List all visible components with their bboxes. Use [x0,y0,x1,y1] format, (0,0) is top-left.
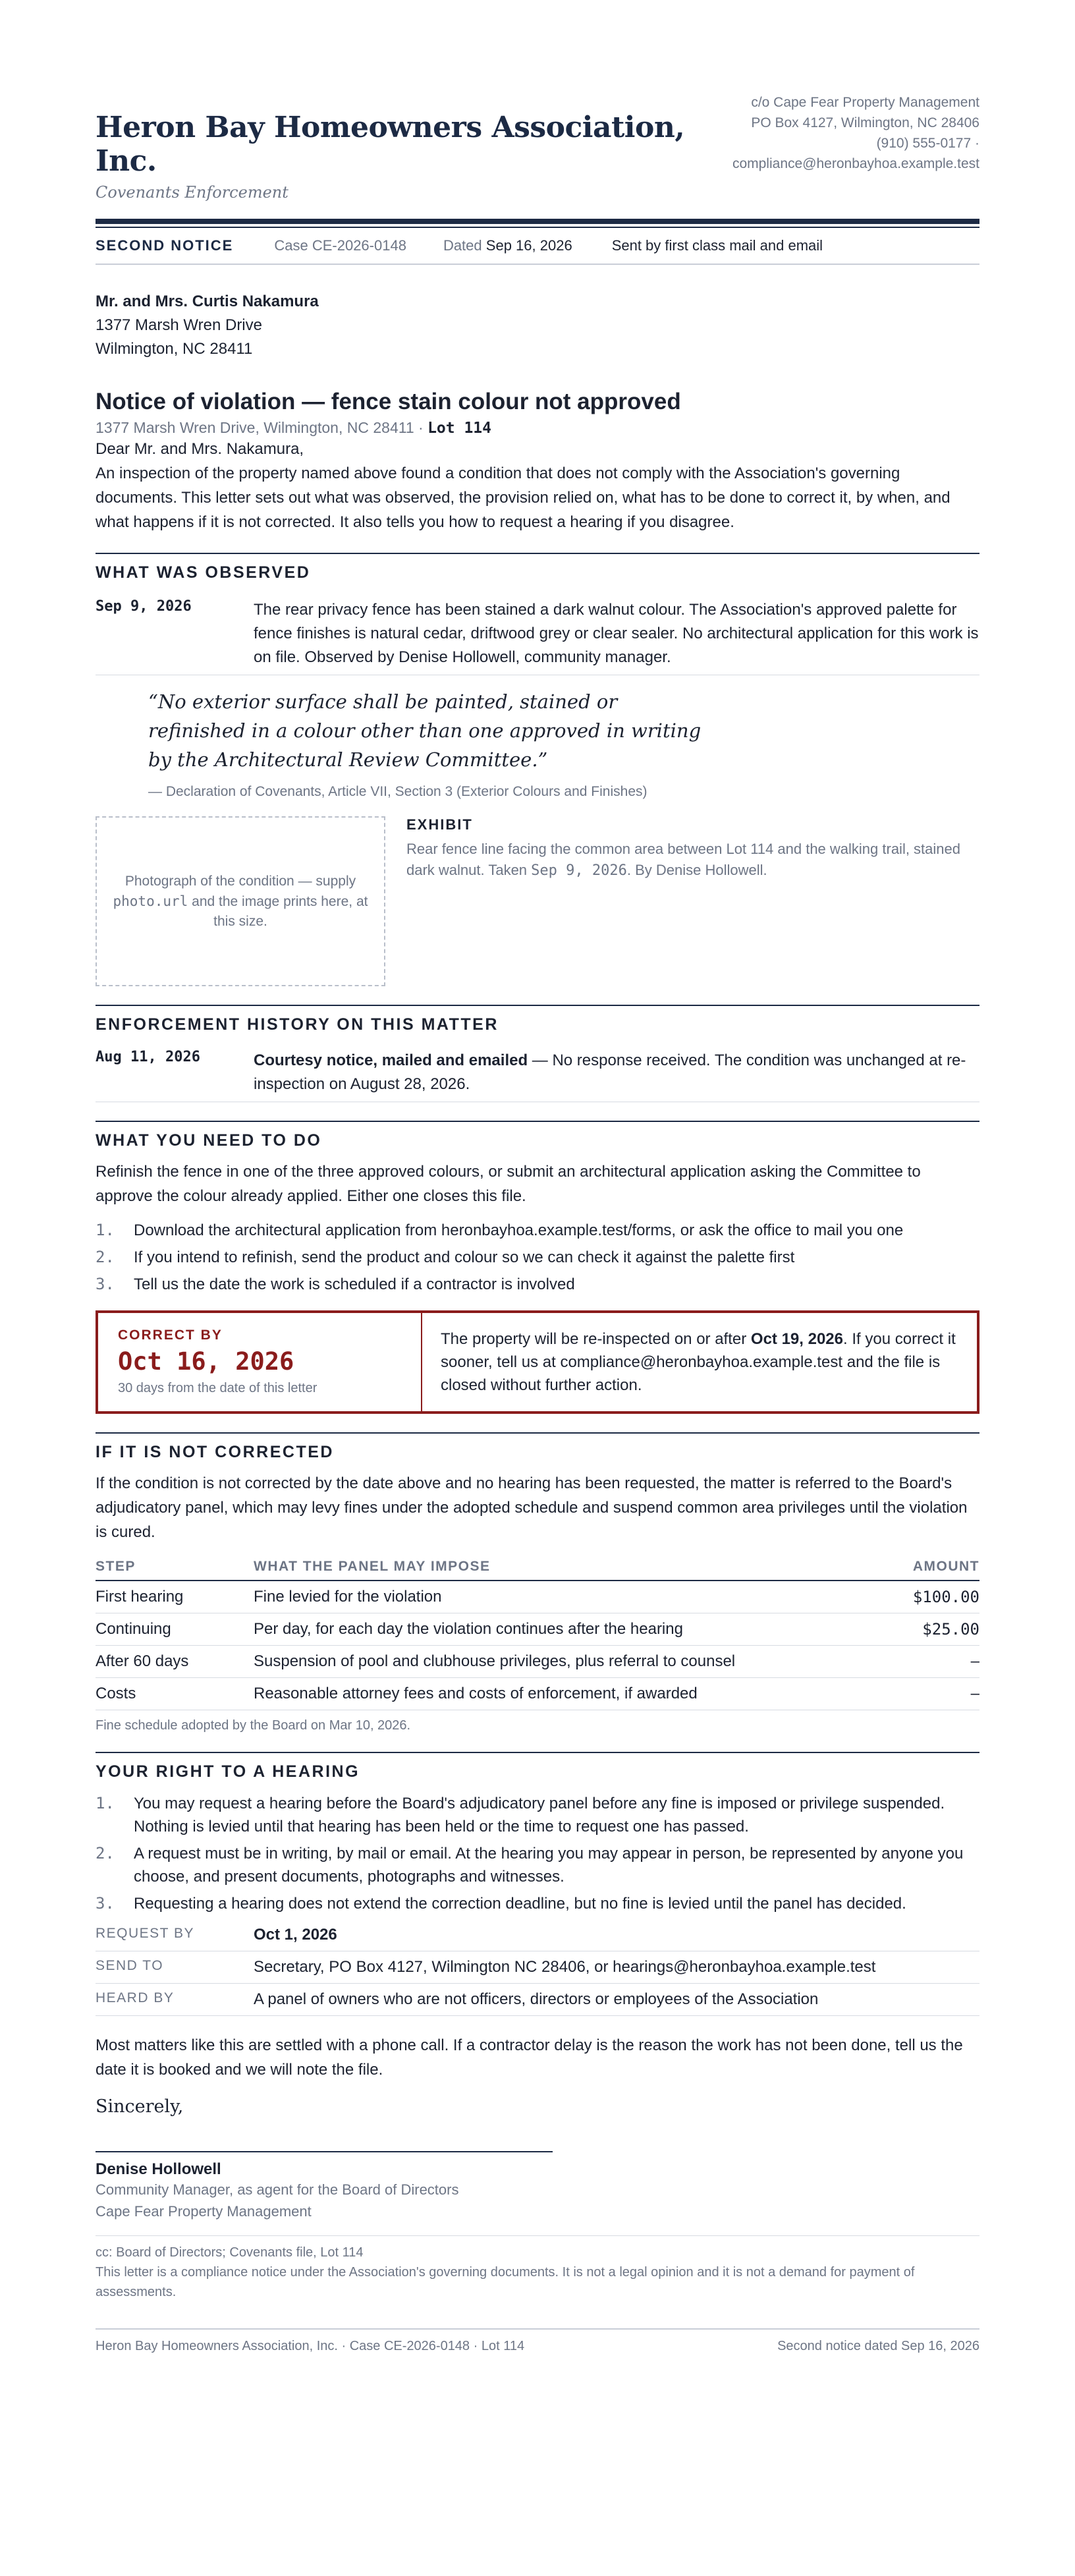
fine-schedule-note: Fine schedule adopted by the Board on Mar 10, 2026. [96,1718,411,1733]
item-number: 3. [96,1894,115,1913]
exhibit [96,816,979,986]
step-text: Tell us the date the work is scheduled if a contractor is involved [134,1275,575,1293]
not-corrected-intro: If the condition is not corrected by the date above and no hearing has been requested, the matter is referred to the Board's adjudicatory panel, which may levy fines under the adopted schedule and suspend common area privileges until the violation is cured. [96,1474,968,1541]
correct-by-deadline [98,1313,422,1411]
intro-paragraph: An inspection of the property named above found a condition that does not comply with the Association's governing documents. This letter sets out what was observed, the provision relied on, what has to be done to correct it, by when, and what happens if it is not corrected. It also tells you how to request a hearing if you disagree. [96,464,951,531]
photo-code: photo.url [113,893,188,909]
fine-amount: $25.00 [891,1613,979,1646]
exhibit-text-2: . By Denise Hollowell. [626,862,767,878]
section-not-corrected [96,1432,979,1733]
send-to-value: Secretary, PO Box 4127, Wilmington NC 28406, or hearings@heronbayhoa.example.test [254,1958,876,1976]
observation-text: The rear privacy fence has been stained a dark walnut colour. The Association's approved palette for fence finishes is natural cedar, driftwood grey or clear sealer. No architectural application for this work is on file. Observed by Denise Hollowell, community manager. [254,601,979,666]
org-address-line: PO Box 4127, Wilmington, NC 28406 [751,115,979,130]
reinspect-text-1: The property will be re-inspected on or after [441,1330,751,1348]
history-text [254,1049,979,1096]
org-address-line: c/o Cape Fear Property Management [751,95,979,110]
letter-page [96,0,979,2354]
list-item [96,1219,979,1242]
hearing-rights-list [96,1792,979,1915]
signatory-role: Community Manager, as agent for the Board of Directors [96,2181,459,2198]
table-header-row [96,1554,979,1581]
fine-amount: – [891,1646,979,1678]
dated-value: Sep 16, 2026 [485,237,572,254]
request-by-row [96,1919,979,1951]
observation-date: Sep 9, 2026 [96,598,192,615]
fine-amount: $100.00 [891,1581,979,1613]
exhibit-date: Sep 9, 2026 [531,862,627,879]
footer-right: Second notice dated Sep 16, 2026 [777,2339,979,2353]
column-header: WHAT THE PANEL MAY IMPOSE [254,1554,891,1581]
item-text: Requesting a hearing does not extend the correction deadline, but no fine is levied until the panel has decided. [134,1895,906,1913]
request-by-value: Oct 1, 2026 [254,1926,337,1944]
fine-step: Costs [96,1678,254,1710]
step-text: If you intend to refinish, send the product and colour so we can check it against the palette first [134,1248,795,1266]
table-row [96,1581,979,1613]
column-header: STEP [96,1554,254,1581]
signatory-company: Cape Fear Property Management [96,2203,312,2220]
exhibit-text [406,839,979,882]
observation-row [96,598,979,675]
recipient-block [96,290,979,361]
notice-title: Notice of violation — fence stain colour not approved [96,389,681,414]
exhibit-text-1: Rear fence line facing the common area between Lot 114 and the walking trail, stained dark walnut. Taken [406,841,960,878]
fine-description: Suspension of pool and clubhouse privileges, plus referral to counsel [254,1646,891,1678]
property-address: 1377 Marsh Wren Drive, Wilmington, NC 28411 · [96,419,424,436]
org-address [732,92,979,174]
cc-line: cc: Board of Directors; Covenants file, Lot 114 [96,2245,364,2260]
dated-label: Dated [443,237,482,254]
list-item [96,1273,979,1296]
quote-citation: — Declaration of Covenants, Article VII, Section 3 (Exterior Colours and Finishes) [148,784,648,799]
property-line [96,419,979,437]
recipient-name: Mr. and Mrs. Curtis Nakamura [96,293,319,310]
heard-by-row [96,1984,979,2016]
heard-by-value: A panel of owners who are not officers, directors or employees of the Association [254,1990,819,2008]
section-observed [96,553,979,986]
item-text: A request must be in writing, by mail or email. At the hearing you may appear in person, be represented by anyone you choose, and present documents, photographs and witnesses. [134,1845,964,1886]
section-hearing [96,1752,979,2016]
list-item [96,1792,979,1838]
quote-text: “No exterior surface shall be painted, stained or refinished in a colour other than one approved in writing by the Architectural Review Committee.” [148,690,702,771]
table-row [96,1646,979,1678]
send-to-label: SEND TO [96,1958,164,1973]
fine-amount: – [891,1678,979,1710]
org-email: compliance@heronbayhoa.example.test [732,156,979,171]
cc-block [96,2235,979,2302]
step-number: 3. [96,1275,115,1293]
fine-description: Reasonable attorney fees and costs of enforcement, if awarded [254,1678,891,1710]
todo-intro: Refinish the fence in one of the three approved colours, or submit an architectural application asking the Committee to approve the colour already applied. Either one closes this file. [96,1163,921,1205]
org-name: Heron Bay Homeowners Association, Inc. [96,111,685,178]
closing-paragraph: Most matters like this are settled with a phone call. If a contractor delay is the reason the work has not been done, tell us the date it is booked and we will note the file. [96,2036,963,2079]
header-rule [96,219,979,224]
photo-placeholder [96,816,385,986]
correct-by-label: CORRECT BY [118,1328,223,1343]
section-heading: ENFORCEMENT HISTORY ON THIS MATTER [96,1015,499,1034]
exhibit-heading: EXHIBIT [406,816,473,833]
item-text: You may request a hearing before the Board's adjudicatory panel before any fine is imposed or privilege suspended. Nothing is levied until that hearing has been held or the time to request one has passed. [134,1795,945,1835]
correct-by-date: Oct 16, 2026 [118,1347,294,1376]
section-history [96,1005,979,1102]
table-row [96,1613,979,1646]
signature-line [96,2151,553,2152]
greeting: Dear Mr. and Mrs. Nakamura, [96,440,304,458]
history-date: Aug 11, 2026 [96,1049,200,1065]
page-footer [96,2328,979,2354]
history-title: Courtesy notice, mailed and emailed [254,1051,528,1069]
fine-description: Per day, for each day the violation continues after the hearing [254,1613,891,1646]
list-item [96,1892,979,1915]
reinspect-text-2: . If you correct it sooner, tell us at compliance@heronbayhoa.example.test and the file is closed without further action. [441,1330,956,1394]
fine-description: Fine levied for the violation [254,1581,891,1613]
recipient-street: 1377 Marsh Wren Drive [96,316,262,334]
section-heading: WHAT WAS OBSERVED [96,563,311,582]
sign-off: Sincerely, [96,2096,184,2117]
fine-step: After 60 days [96,1646,254,1678]
heard-by-label: HEARD BY [96,1990,175,2005]
fine-step: First hearing [96,1581,254,1613]
letterhead [96,92,979,202]
request-by-label: REQUEST BY [96,1926,194,1941]
step-text: Download the architectural application from heronbayhoa.example.test/forms, or ask the office to mail you one [134,1221,904,1239]
correct-by-note: 30 days from the date of this letter [118,1381,317,1395]
photo-text: Photograph of the condition — supply [124,873,356,889]
notice-bar [96,228,979,265]
section-heading: WHAT YOU NEED TO DO [96,1131,322,1150]
section-heading: IF IT IS NOT CORRECTED [96,1443,334,1461]
item-number: 1. [96,1794,115,1812]
item-number: 2. [96,1844,115,1862]
reinspect-date: Oct 19, 2026 [750,1330,844,1348]
history-row [96,1049,979,1102]
exhibit-caption [406,816,979,986]
step-number: 2. [96,1248,115,1266]
covenant-quote [148,687,715,802]
fine-step: Continuing [96,1613,254,1646]
case-number: Case CE-2026-0148 [274,237,406,254]
list-item [96,1246,979,1269]
column-header: AMOUNT [891,1554,979,1581]
delivery-method: Sent by first class mail and email [611,237,823,254]
section-todo [96,1121,979,1414]
history-detail: — No response received. The condition was unchanged at re-inspection on August 28, 2026. [254,1051,966,1093]
send-to-row [96,1951,979,1984]
correct-by-box [96,1310,979,1414]
todo-steps [96,1219,979,1296]
reinspection-text [422,1313,977,1411]
org-subtitle: Covenants Enforcement [96,183,289,202]
recipient-city: Wilmington, NC 28411 [96,340,253,358]
org-phone: (910) 555-0177 · [876,136,979,151]
table-row [96,1678,979,1710]
section-heading: YOUR RIGHT TO A HEARING [96,1762,360,1781]
notice-label: SECOND NOTICE [96,237,234,254]
lot-number: Lot 114 [427,420,491,437]
signatory-name: Denise Hollowell [96,2160,221,2178]
fine-schedule-table [96,1554,979,1710]
photo-text-2: and the image prints here, at this size. [192,893,368,929]
footer-left: Heron Bay Homeowners Association, Inc. · Case CE-2026-0148 · Lot 114 [96,2339,525,2353]
list-item [96,1842,979,1888]
disclaimer: This letter is a compliance notice under the Association's governing documents. It is not a legal opinion and it is not a demand for payment of assessments. [96,2265,915,2299]
notice-date [443,237,572,254]
step-number: 1. [96,1221,115,1239]
